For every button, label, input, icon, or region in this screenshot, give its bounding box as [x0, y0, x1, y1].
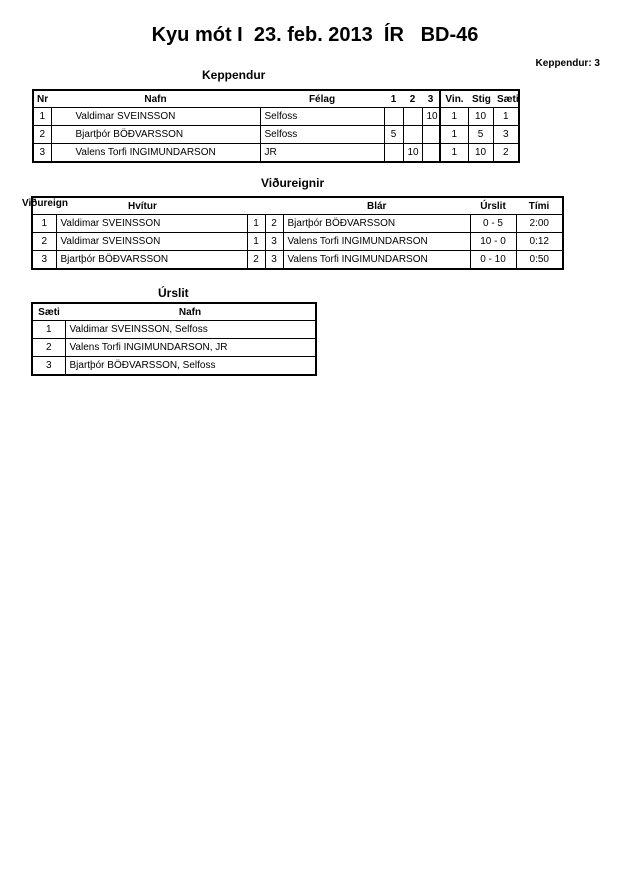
cell-club: JR [260, 144, 384, 163]
page-title: Kyu mót I 23. feb. 2013 ÍR BD-46 [151, 24, 479, 46]
col-club: Félag [308, 93, 336, 105]
col-nr: Nr [37, 93, 49, 105]
cell-name: Bjartþór BÖÐVARSSON [51, 126, 260, 144]
cell-blue-nr: 3 [265, 251, 283, 270]
table-row [32, 233, 563, 251]
table-header-row [33, 90, 519, 108]
table-row [32, 251, 563, 270]
cell-nr: 3 [33, 144, 51, 163]
col-place: Sæti [497, 93, 519, 105]
cell-round-2 [403, 126, 422, 144]
cell-club: Selfoss [260, 108, 384, 126]
cell-result: 0 - 5 [470, 215, 516, 233]
cell-time: 2:00 [516, 215, 563, 233]
cell-points: 10 [468, 108, 493, 126]
cell-club: Selfoss [260, 126, 384, 144]
cell-round-3: 10 [422, 108, 440, 126]
cell-round-2: 10 [403, 144, 422, 163]
cell-match-nr: 1 [32, 215, 56, 233]
results-heading: Úrslit [158, 286, 189, 300]
matches-heading: Viðureignir [261, 176, 325, 190]
cell-white-nr: 1 [247, 215, 265, 233]
cell-blue: Valens Torfi INGIMUNDARSON [283, 251, 470, 270]
cell-match-nr: 3 [32, 251, 56, 270]
cell-wins: 1 [440, 108, 468, 126]
cell-points: 10 [468, 144, 493, 163]
table-row [33, 144, 519, 163]
cell-round-1 [384, 108, 403, 126]
cell-wins: 1 [440, 144, 468, 163]
cell-round-3 [422, 144, 440, 163]
matches-table [31, 196, 564, 270]
table-row [33, 126, 519, 144]
cell-blue-nr: 2 [265, 215, 283, 233]
cell-name: Valens Torfi INGIMUNDARSON [51, 144, 260, 163]
col-blue: Blár [367, 200, 387, 212]
results-table [31, 302, 317, 376]
cell-name: Valdimar SVEINSSON [51, 108, 260, 126]
col-round-1: 1 [390, 93, 397, 105]
col-white: Hvítur [128, 200, 157, 212]
cell-nr: 2 [33, 126, 51, 144]
table-row [32, 321, 316, 339]
cell-round-3 [422, 126, 440, 144]
col-time: Tími [528, 200, 550, 212]
col-result: Úrslit [480, 200, 506, 212]
competitors-count: Keppendur: 3 [535, 58, 600, 69]
col-name: Nafn [178, 306, 202, 318]
cell-place: 2 [493, 144, 519, 163]
cell-place: 2 [32, 339, 65, 357]
cell-name: Bjartþór BÖÐVARSSON, Selfoss [65, 357, 316, 376]
col-round-2: 2 [409, 93, 416, 105]
col-match: Viðureign [22, 198, 68, 209]
cell-white: Bjartþór BÖÐVARSSON [56, 251, 247, 270]
cell-white: Valdimar SVEINSSON [56, 215, 247, 233]
cell-time: 0:12 [516, 233, 563, 251]
cell-white: Valdimar SVEINSSON [56, 233, 247, 251]
table-row [32, 339, 316, 357]
cell-place: 1 [32, 321, 65, 339]
table-header-row [32, 197, 563, 215]
table-row [32, 357, 316, 376]
col-name: Nafn [144, 93, 167, 105]
cell-result: 10 - 0 [470, 233, 516, 251]
cell-blue: Valens Torfi INGIMUNDARSON [283, 233, 470, 251]
cell-match-nr: 2 [32, 233, 56, 251]
table-row [33, 108, 519, 126]
cell-round-2 [403, 108, 422, 126]
cell-name: Valens Torfi INGIMUNDARSON, JR [65, 339, 316, 357]
col-round-3: 3 [427, 93, 434, 105]
cell-blue: Bjartþór BÖÐVARSSON [283, 215, 470, 233]
col-points: Stig [472, 93, 491, 105]
col-place: Sæti [38, 306, 60, 318]
table-row [32, 215, 563, 233]
cell-time: 0:50 [516, 251, 563, 270]
cell-result: 0 - 10 [470, 251, 516, 270]
cell-round-1 [384, 144, 403, 163]
competitors-heading: Keppendur [202, 68, 266, 82]
cell-name: Valdimar SVEINSSON, Selfoss [65, 321, 316, 339]
table-header-row [32, 303, 316, 321]
cell-place: 3 [32, 357, 65, 376]
cell-round-1: 5 [384, 126, 403, 144]
cell-white-nr: 1 [247, 233, 265, 251]
cell-white-nr: 2 [247, 251, 265, 270]
cell-place: 3 [493, 126, 519, 144]
competitors-table [32, 89, 520, 163]
cell-blue-nr: 3 [265, 233, 283, 251]
cell-nr: 1 [33, 108, 51, 126]
cell-place: 1 [493, 108, 519, 126]
cell-points: 5 [468, 126, 493, 144]
col-wins: Vin. [440, 90, 468, 108]
cell-wins: 1 [440, 126, 468, 144]
